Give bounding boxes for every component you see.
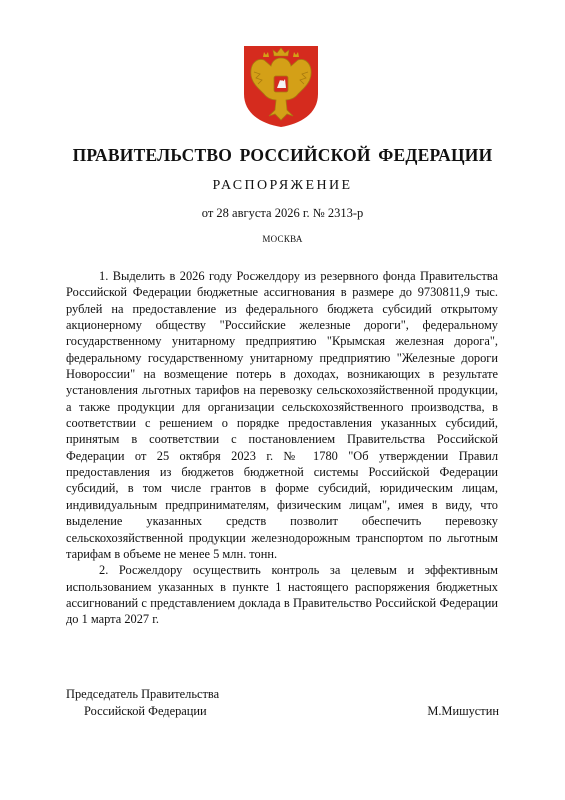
signatory-title bbox=[66, 686, 266, 720]
government-title: ПРАВИТЕЛЬСТВО РОССИЙСКОЙ ФЕДЕРАЦИИ bbox=[72, 145, 493, 165]
signatory-title-line-2: Российской Федерации bbox=[84, 704, 207, 718]
document-body bbox=[66, 268, 498, 628]
paragraph-2: 2. Росжелдору осуществить контроль за целевым и эффективным использованием указанных в пункте 1 настоящего распоряжения бюджетных ассигнований с представлением доклада в Правительство Российской Федерации до 1 марта 2027 г. bbox=[66, 563, 498, 627]
signatory-name: М.Мишустин bbox=[427, 704, 499, 718]
document-city: МОСКВА bbox=[262, 234, 303, 244]
coat-of-arms-icon bbox=[242, 44, 320, 128]
document-date-number: от 28 августа 2026 г. № 2313-р bbox=[201, 206, 364, 220]
paragraph-1: 1. Выделить в 2026 году Росжелдору из резервного фонда Правительства Российской Федерации бюджетные ассигнования в размере до 9730811,9 тыс. рублей на предоставление из федерального бюджета субсидий открытому акционерному обществу "Российские железные дороги", федеральному государственному унитарному предприятию "Крымская железная дорога", федеральному государственному унитарному предприятию "Железные дороги Новороссии" на возмещение потерь в доходах, возникающих в результате установления льготных тарифов на перевозку сельскохозяйственной продукции, а также продукции для организации сельскохозяйственного производства, в соответствии с решением о порядке предоставления указанных субсидий, принятым в соответствии с постановлением Правительства Российской Федерации от 25 октября 2023 г. № 1780 "Об утверждении Правил предоставления из бюджетов бюджетной системы Российской Федерации субсидий, в том числе грантов в форме субсидий, юридическим лицам, индивидуальным предпринимателям, физическим лицам", имея в виду, что выделение указанных средств позволит обеспечить перевозку сельскохозяйственной продукции железнодорожным транспортом по льготным тарифам в объеме не менее 5 млн. тонн. bbox=[66, 269, 498, 561]
document-type: РАСПОРЯЖЕНИЕ bbox=[212, 178, 353, 193]
signatory-title-line-1: Председатель Правительства bbox=[66, 687, 220, 701]
